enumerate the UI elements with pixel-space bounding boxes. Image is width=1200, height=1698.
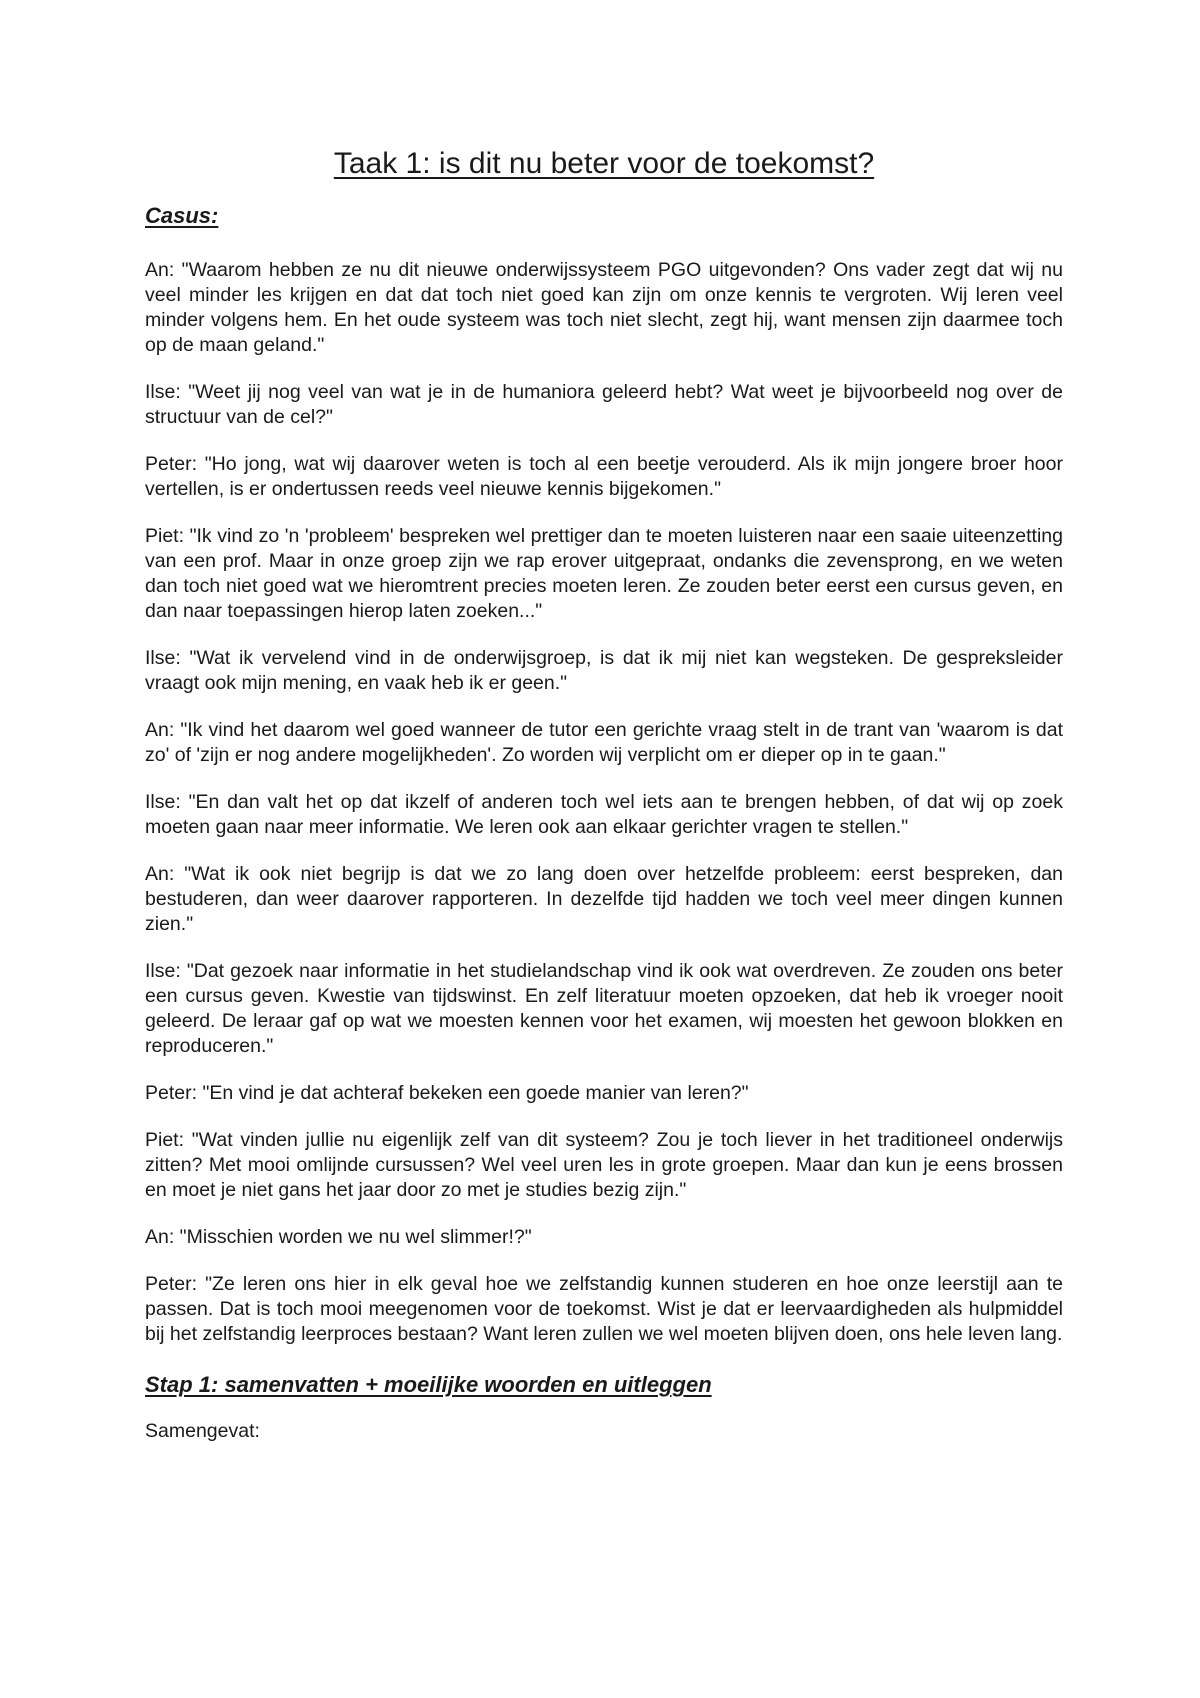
document-title: Taak 1: is dit nu beter voor de toekomst? — [333, 147, 875, 180]
dialogue-paragraph: Ilse: "En dan valt het op dat ikzelf of anderen toch wel iets aan te brengen hebben, of dat wij op zoek moeten gaan naar meer informatie. We leren ook aan elkaar gerichter vragen te stellen." — [145, 791, 1063, 838]
dialogue-paragraph: Peter: "Ho jong, wat wij daarover weten is toch al een beetje verouderd. Als ik mijn jongere broer hoor vertellen, is er ondertussen reeds veel nieuwe kennis bijgekomen." — [145, 453, 1063, 500]
dialogue-paragraph: Peter: "En vind je dat achteraf bekeken een goede manier van leren?" — [145, 1082, 749, 1104]
summary-label: Samengevat: — [145, 1420, 260, 1442]
dialogue-paragraph: An: "Ik vind het daarom wel goed wanneer de tutor een gerichte vraag stelt in de trant van 'waarom is dat zo' of 'zijn er nog andere mogelijkheden'. Zo worden wij verplicht om er dieper op in te gaan." — [145, 719, 1063, 766]
dialogue-paragraph: Ilse: "Dat gezoek naar informatie in het studielandschap vind ik ook wat overdreven. Ze zouden ons beter een cursus geven. Kwestie van tijdswinst. En zelf literatuur moeten opzoeken, dat heb ik vroeger nooit geleerd. De leraar gaf op wat we moesten kennen voor het examen, wij moesten het gewoon blokken en reproduceren." — [145, 960, 1063, 1057]
dialogue-paragraph: Piet: "Ik vind zo 'n 'probleem' bespreken wel prettiger dan te moeten luisteren naar een saaie uiteenzetting van een prof. Maar in onze groep zijn we rap erover uitgepraat, ondanks die zevensprong, en we weten dan toch niet goed wat we hieromtrent precies moeten leren. Ze zouden beter eerst een cursus geven, en dan naar toepassingen hierop laten zoeken..." — [145, 525, 1063, 622]
dialogue-paragraph: An: "Waarom hebben ze nu dit nieuwe onderwijssysteem PGO uitgevonden? Ons vader zegt dat wij nu veel minder les krijgen en dat dat toch niet goed kan zijn om onze kennis te vergroten. Wij leren veel minder volgens hem. En het oude systeem was toch niet slecht, zegt hij, want mensen zijn daarmee toch op de maan geland." — [145, 259, 1063, 356]
casus-heading: Casus: — [145, 203, 219, 228]
step-heading: Stap 1: samenvatten + moeilijke woorden en uitleggen — [145, 1372, 712, 1397]
document-content — [145, 146, 1063, 1444]
dialogue-paragraph: An: "Misschien worden we nu wel slimmer!?" — [145, 1226, 532, 1248]
dialogue-paragraph: Ilse: "Weet jij nog veel van wat je in de humaniora geleerd hebt? Wat weet je bijvoorbeeld nog over de structuur van de cel?" — [145, 381, 1063, 428]
dialogue-paragraph: An: "Wat ik ook niet begrijp is dat we zo lang doen over hetzelfde probleem: eerst bespreken, dan bestuderen, dan weer daarover rapporteren. In dezelfde tijd hadden we toch veel meer dingen kunnen zien." — [145, 863, 1063, 935]
dialogue-paragraph: Peter: "Ze leren ons hier in elk geval hoe we zelfstandig kunnen studeren en hoe onze leerstijl aan te passen. Dat is toch mooi meegenomen voor de toekomst. Wist je dat er leervaardigheden als hulpmiddel bij het zelfstandig leerproces bestaan? Want leren zullen we wel moeten blijven doen, ons hele leven lang. — [145, 1273, 1063, 1345]
dialogue-paragraph: Piet: "Wat vinden jullie nu eigenlijk zelf van dit systeem? Zou je toch liever in het traditioneel onderwijs zitten? Met mooi omlijnde cursussen? Wel veel uren les in grote groepen. Maar dan kun je eens brossen en moet je niet gans het jaar door zo met je studies bezig zijn." — [145, 1129, 1063, 1201]
dialogue-paragraph: Ilse: "Wat ik vervelend vind in de onderwijsgroep, is dat ik mij niet kan wegsteken. De gespreksleider vraagt ook mijn mening, en vaak heb ik er geen." — [145, 647, 1063, 694]
